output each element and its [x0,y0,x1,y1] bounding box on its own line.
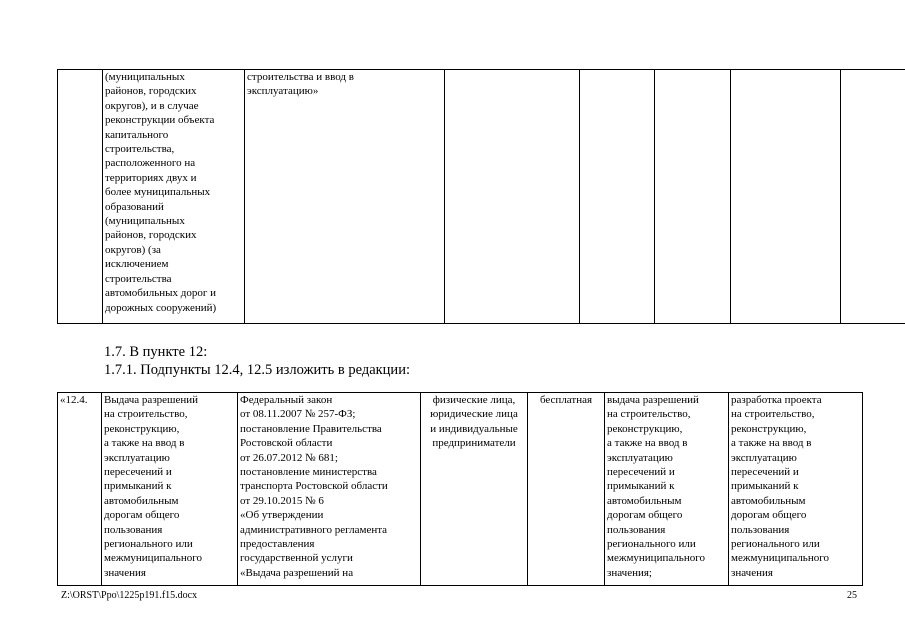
file-path: Z:\ORST\Ppo\1225p191.f15.docx [61,590,198,601]
table-cell: строительства и ввод в эксплуатацию» [245,70,445,324]
result: выдача разрешений на строительство, реконструкцию, а также на ввод в эксплуатацию пересечений и примыканий к автомобильным дорогам общего пользования регионального или межмуниципального значения; [605,393,729,586]
fee: бесплатная [528,393,605,586]
page-number: 25 [847,590,857,601]
table-cell [445,70,580,324]
table-cell [580,70,655,324]
item-number: «12.4. [58,393,102,586]
table-cell [655,70,731,324]
related-service: разработка проекта на строительство, реконструкцию, а также на ввод в эксплуатацию пересечений и примыканий к автомобильным дорогам общего пользования регионального или межмуниципального значения [729,393,863,586]
table-row [58,393,863,586]
paragraph-subpoints: 1.7.1. Подпункты 12.4, 12.5 изложить в редакции: [104,362,410,378]
service-name: Выдача разрешений на строительство, реконструкцию, а также на ввод в эксплуатацию пересечений и примыканий к автомобильным дорогам общего пользования регионального или межмуниципального значения [102,393,238,586]
services-table [57,392,863,586]
table-cell [731,70,841,324]
table-cell [58,70,103,324]
table-cell [841,70,905,324]
legal-basis: Федеральный закон от 08.11.2007 № 257-ФЗ; постановление Правительства Ростовской области от 26.07.2012 № 681; постановление министерства транспорта Ростовской области от 29.10.2015 № 6 «Об утверждении административного регламента предоставления государственной услуги «Выдача разрешений на [238,393,421,586]
table-cell: (муниципальных районов, городских округов), и в случае реконструкции объекта капитального строительства, расположенного на территориях двух и более муниципальных образований (муниципальных районов, городских округов) (за исключением строительства автомобильных дорог и дорожных сооружений) [103,70,245,324]
table-row [58,70,905,324]
paragraph-point: 1.7. В пункте 12: [104,344,208,360]
continued-table [57,69,905,324]
applicants: физические лица, юридические лица и индивидуальные предприниматели [421,393,528,586]
